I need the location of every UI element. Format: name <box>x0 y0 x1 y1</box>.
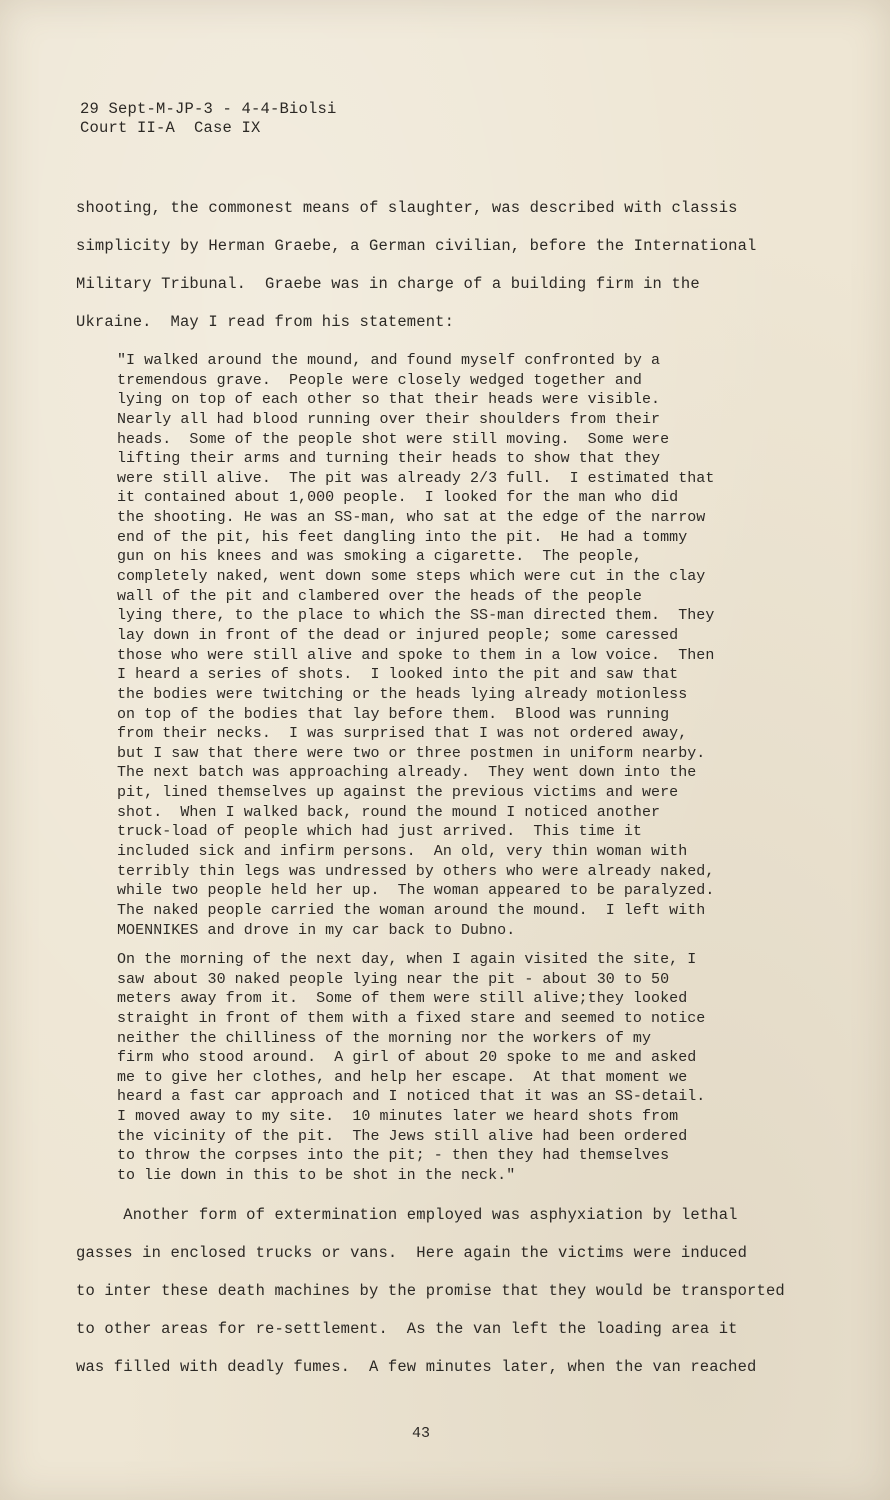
quote-line: Nearly all had blood running over their shoulders from their <box>117 410 661 428</box>
text-line: to other areas for re-settlement. As the van left the loading area it <box>76 1320 738 1338</box>
quote-line: but I saw that there were two or three postmen in uniform nearby. <box>117 744 706 762</box>
quote-line: heads. Some of the people shot were still moving. Some were <box>117 430 670 448</box>
quote-line: the vicinity of the pit. The Jews still alive had been ordered <box>117 1127 688 1145</box>
quote-line: me to give her clothes, and help her escape. At that moment we <box>117 1068 688 1086</box>
page-number: 43 <box>411 1425 430 1442</box>
quote-line: meters away from it. Some of them were still alive;they looked <box>117 990 688 1008</box>
quote-line: heard a fast car approach and I noticed that it was an SS-detail. <box>117 1088 706 1106</box>
quote-line: end of the pit, his feet dangling into the pit. He had a tommy <box>117 528 688 546</box>
text-line: Ukraine. May I read from his statement: <box>76 313 455 331</box>
text-line: to inter these death machines by the promise that they would be transported <box>76 1282 785 1300</box>
quote-line: The next batch was approaching already. They went down into the <box>117 764 697 782</box>
text-line: Another form of extermination employed was asphyxiation by lethal <box>76 1206 738 1224</box>
quote-line: on top of the bodies that lay before them. Blood was running <box>117 705 670 723</box>
quote-line: I moved away to my site. 10 minutes later we heard shots from <box>117 1108 679 1126</box>
text-line: shooting, the commonest means of slaughter, was described with classis <box>76 199 738 217</box>
quote-line: gun on his knees and was smoking a cigarette. The people, <box>117 548 642 566</box>
quote-line: were still alive. The pit was already 2/3 full. I estimated that <box>117 469 715 487</box>
quote-line: I heard a series of shots. I looked into the pit and saw that <box>117 666 679 684</box>
quote-line: On the morning of the next day, when I again visited the site, I <box>117 951 697 968</box>
quote-line: The naked people carried the woman around the mound. I left with <box>117 901 706 919</box>
quote-line: while two people held her up. The woman appeared to be paralyzed. <box>117 882 715 900</box>
quote-line: terribly thin legs was undressed by others who were already naked, <box>117 862 715 880</box>
graebe-statement-part-1 <box>117 351 777 940</box>
quote-line: wall of the pit and clambered over the heads of the people <box>117 587 642 605</box>
intro-paragraph <box>76 189 796 341</box>
quote-line: truck-load of people which had just arrived. This time it <box>117 823 642 841</box>
text-line: gasses in enclosed trucks or vans. Here again the victims were induced <box>76 1244 748 1262</box>
quote-line: those who were still alive and spoke to them in a low voice. Then <box>117 646 715 664</box>
document-header <box>80 100 337 138</box>
quote-line: lay down in front of the dead or injured people; some caressed <box>117 626 679 644</box>
quote-line: it contained about 1,000 people. I looked for the man who did <box>117 489 679 507</box>
quote-line: the shooting. He was an SS-man, who sat at the edge of the narrow <box>117 509 706 527</box>
quote-line: MOENNIKES and drove in my car back to Dubno. <box>117 921 516 939</box>
quote-line: tremendous grave. People were closely wedged together and <box>117 371 642 389</box>
header-court-case: Court II-A Case IX <box>80 119 261 137</box>
text-line: simplicity by Herman Graebe, a German civilian, before the International <box>76 237 757 255</box>
quote-line: firm who stood around. A girl of about 20 spoke to me and asked <box>117 1049 697 1067</box>
header-reference: 29 Sept-M-JP-3 - 4-4-Biolsi <box>80 100 337 118</box>
text-line: Military Tribunal. Graebe was in charge of a building firm in the <box>76 275 700 293</box>
quote-line: lying there, to the place to which the SS-man directed them. They <box>117 607 715 625</box>
quote-line: shot. When I walked back, round the mound I noticed another <box>117 803 661 821</box>
quote-line: lying on top of each other so that their heads were visible. <box>117 391 661 409</box>
quote-line: included sick and infirm persons. An old, very thin woman with <box>117 843 688 861</box>
quote-line: to throw the corpses into the pit; - then they had themselves <box>117 1147 670 1165</box>
quote-line: completely naked, went down some steps which were cut in the clay <box>117 568 706 586</box>
text-line: was filled with deadly fumes. A few minutes later, when the van reached <box>76 1358 757 1376</box>
quote-line: straight in front of them with a fixed stare and seemed to notice <box>117 1009 706 1027</box>
quote-line: saw about 30 naked people lying near the pit - about 30 to 50 <box>117 970 670 988</box>
quote-line: to lie down in this to be shot in the neck." <box>117 1167 516 1185</box>
quote-line: neither the chilliness of the morning nor the workers of my <box>117 1029 652 1047</box>
graebe-statement-part-2 <box>117 950 777 1186</box>
closing-paragraph <box>76 1196 796 1386</box>
quote-line: pit, lined themselves up against the previous victims and were <box>117 784 679 802</box>
quote-line: the bodies were twitching or the heads lying already motionless <box>117 685 688 703</box>
quote-line: "I walked around the mound, and found myself confronted by a <box>117 352 661 369</box>
quote-line: from their necks. I was surprised that I was not ordered away, <box>117 725 688 743</box>
quote-line: lifting their arms and turning their heads to show that they <box>117 450 661 468</box>
